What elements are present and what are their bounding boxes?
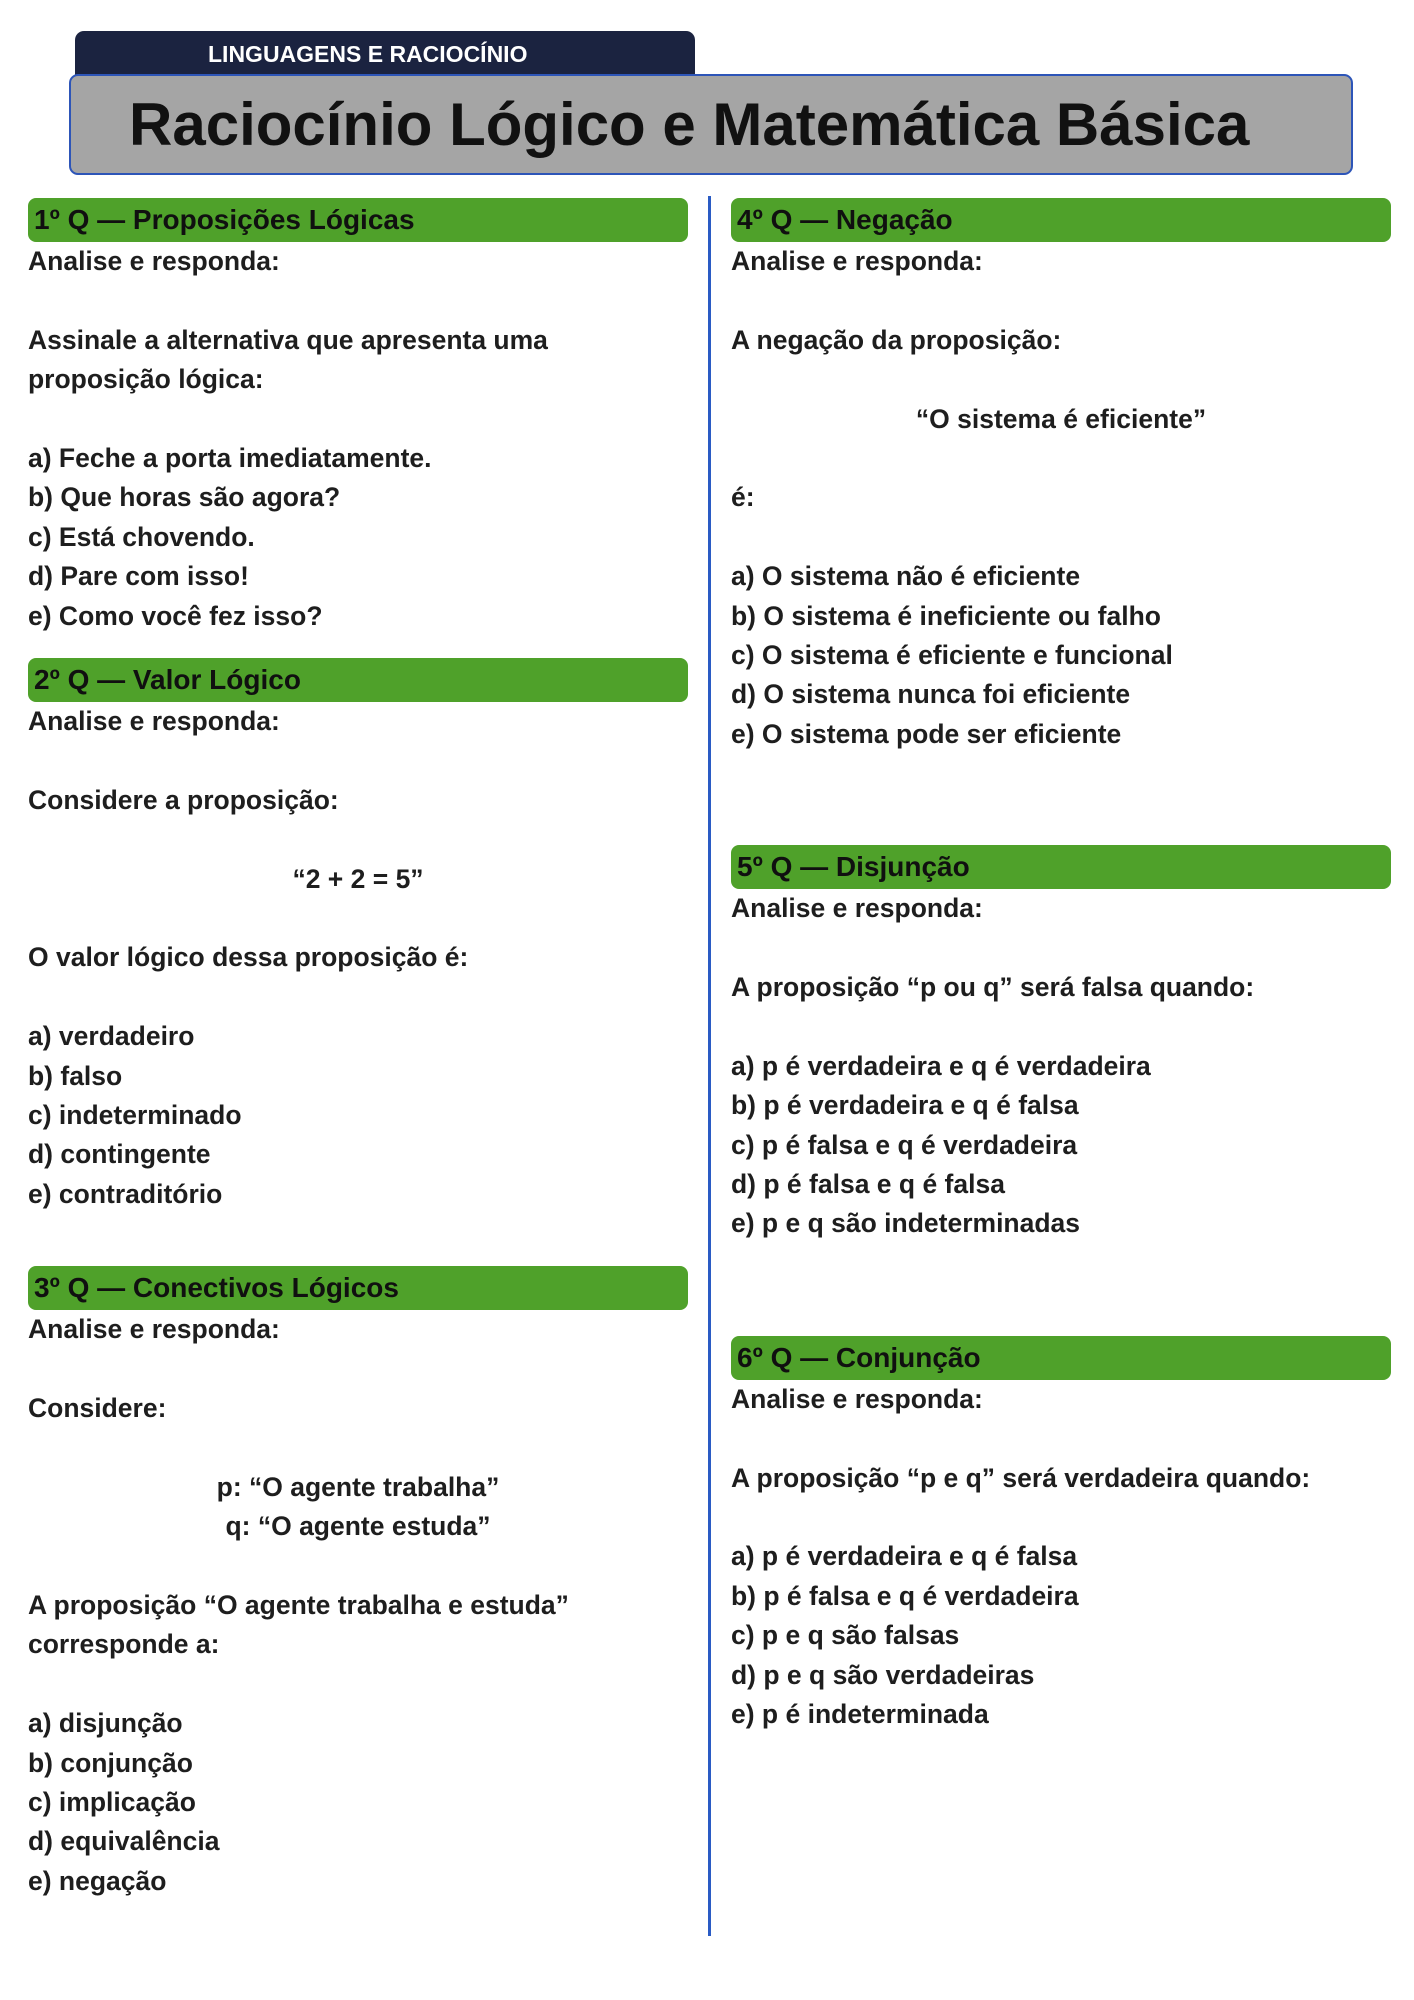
question-6-body [731,1380,1391,1735]
question-4-header: 4º Q — Negação [731,198,1391,242]
question-intro: Analise e responda: [731,893,983,924]
option-e: e) Como você fez isso? [28,600,323,631]
option-c: c) implicação [28,1787,196,1818]
option-c: c) p e q são falsas [731,1620,960,1651]
option-b: b) p é falsa e q é verdadeira [731,1580,1079,1611]
question-3 [28,1266,688,1901]
question-stem-line: proposição lógica: [28,364,264,395]
question-stem-line: A negação da proposição: [731,324,1062,355]
option-e: e) p e q são indeterminadas [731,1208,1081,1239]
option-e: e) p é indeterminada [731,1699,989,1730]
question-5-header: 5º Q — Disjunção [731,845,1391,889]
option-a: a) Feche a porta imediatamente. [28,443,432,473]
option-e: e) O sistema pode ser eficiente [731,718,1122,749]
quoted-proposition: “2 + 2 = 5” [292,863,424,894]
question-6-header: 6º Q — Conjunção [731,1336,1391,1380]
question-2 [28,658,688,1214]
question-intro: Analise e responda: [28,706,280,737]
question-stem-line: Assinale a alternativa que apresenta uma [28,324,548,355]
question-stem-line: Considere: [28,1393,167,1424]
option-d: d) p é falsa e q é falsa [731,1169,1005,1200]
option-a: a) p é verdadeira e q é verdadeira [731,1050,1151,1081]
question-5-body [731,889,1391,1244]
option-c: c) Está chovendo. [28,521,255,552]
option-d: d) p e q são verdadeiras [731,1659,1035,1690]
quoted-proposition: “O sistema é eficiente” [915,403,1207,434]
option-e: e) negação [28,1865,167,1896]
option-c: c) indeterminado [28,1100,242,1131]
question-2-header: 2º Q — Valor Lógico [28,658,688,702]
question-intro: Analise e responda: [731,1383,983,1414]
question-3-header: 3º Q — Conectivos Lógicos [28,1266,688,1310]
column-divider [708,196,711,1936]
question-prompt: O valor lógico dessa proposição é: [28,942,469,973]
option-a: a) O sistema não é eficiente [731,561,1081,592]
question-intro: Analise e responda: [731,246,983,276]
left-column [28,198,688,1901]
question-stem-line: Considere a proposição: [28,784,339,815]
option-b: b) Que horas são agora? [28,482,341,513]
question-3-body [28,1310,688,1901]
question-prompt: A proposição “p ou q” será falsa quando: [731,972,1255,1003]
option-c: c) O sistema é eficiente e funcional [731,640,1173,670]
question-2-body [28,702,688,1214]
option-b: b) O sistema é ineficiente ou falho [731,600,1161,631]
option-d: d) contingente [28,1139,211,1170]
option-a: a) verdadeiro [28,1021,195,1052]
question-1 [28,198,688,636]
quoted-proposition-q: q: “O agente estuda” [225,1511,491,1542]
option-d: d) Pare com isso! [28,561,249,592]
question-6 [731,1336,1391,1735]
question-intro: Analise e responda: [28,1314,280,1345]
question-5 [731,845,1391,1244]
option-a: a) disjunção [28,1708,183,1739]
quoted-proposition-p: p: “O agente trabalha” [216,1471,500,1502]
option-b: b) falso [28,1060,123,1091]
subject-tab: LINGUAGENS E RACIOCÍNIO [75,31,695,77]
option-b: b) p é verdadeira e q é falsa [731,1090,1079,1121]
question-prompt: A proposição “p e q” será verdadeira quando: [731,1462,1311,1493]
question-intro: Analise e responda: [28,246,280,276]
option-c: c) p é falsa e q é verdadeira [731,1129,1078,1160]
option-d: d) O sistema nunca foi eficiente [731,679,1131,710]
question-prompt: A proposição “O agente trabalha e estuda” [28,1590,569,1621]
question-prompt: corresponde a: [28,1629,220,1660]
page-title: Raciocínio Lógico e Matemática Básica [69,74,1353,175]
option-e: e) contraditório [28,1178,223,1209]
question-4-body [731,242,1391,754]
question-1-header: 1º Q — Proposições Lógicas [28,198,688,242]
question-4 [731,198,1391,754]
option-a: a) p é verdadeira e q é falsa [731,1541,1078,1572]
right-column [731,198,1391,1734]
question-prompt: é: [731,482,755,513]
option-d: d) equivalência [28,1826,220,1857]
option-b: b) conjunção [28,1747,193,1778]
question-1-body [28,242,688,636]
